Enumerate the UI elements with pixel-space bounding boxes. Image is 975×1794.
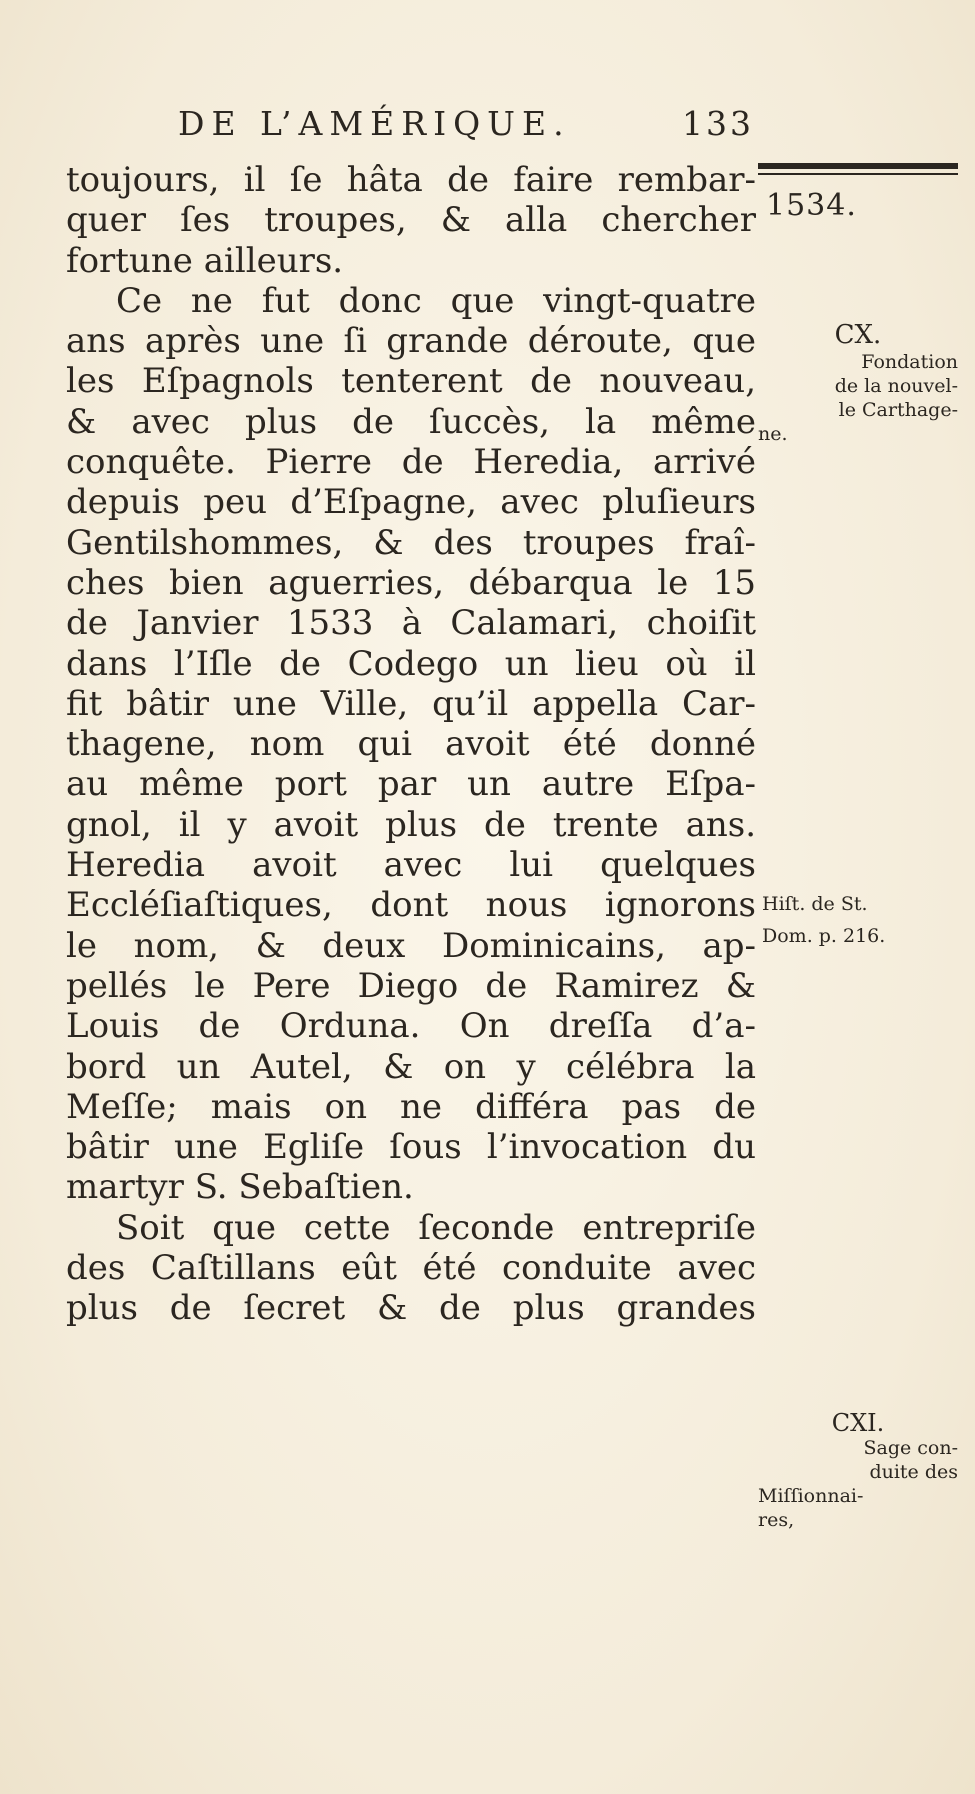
running-head [178, 104, 778, 143]
text-line: conquête. Pierre de Heredia, arrivé [66, 442, 756, 483]
margin-note-line: duite des [869, 1461, 958, 1483]
text-line: dans l’Iſle de Codego un lieu où il [66, 643, 756, 684]
text-line: plus de ſecret & de plus grandes [66, 1288, 756, 1329]
text-line: fit bâtir une Ville, qu’il appella Car- [66, 683, 756, 724]
text-line: thagene, nom qui avoit été donné [66, 724, 756, 765]
margin-note-number: CXI. [831, 1409, 885, 1437]
text-line: Eccléſiaſtiques, dont nous ignorons [66, 885, 756, 926]
running-head-title: DE L’AMÉRIQUE. [178, 104, 571, 143]
margin-note-line: Fondation [861, 351, 958, 373]
text-line: Gentilshommes, & des troupes fraî- [66, 522, 756, 563]
text-line: ches bien aguerries, débarqua le 15 [66, 562, 756, 603]
margin-note-number: CX. [834, 320, 882, 350]
text-line: Meſſe; mais on ne différa pas de [66, 1086, 756, 1127]
ornamental-rule [758, 163, 958, 177]
margin-note-cx [758, 320, 958, 446]
text-line: gnol, il y avoit plus de trente ans. [66, 804, 756, 845]
text-line: des Caſtillans eût été conduite avec [66, 1248, 756, 1289]
text-line: pellés le Pere Diego de Ramirez & [66, 965, 756, 1006]
margin-note-cxi [758, 1410, 958, 1532]
text-line: de Janvier 1533 à Calamari, choiſit [66, 603, 756, 644]
text-line: Louis de Orduna. On dreſſa d’a- [66, 1006, 756, 1047]
text-line: le nom, & deux Dominicains, ap- [66, 925, 756, 966]
text-line: au même port par un autre Eſpa- [66, 764, 756, 805]
body-text [66, 160, 756, 1329]
text-line: fortune ailleurs. [66, 240, 344, 281]
text-line: bord un Autel, & on y célébra la [66, 1046, 756, 1087]
text-line: martyr S. Sebaſtien. [66, 1167, 414, 1208]
text-line: quer ſes troupes, & alla chercher [66, 200, 756, 241]
margin-note-line: res, [758, 1509, 795, 1531]
text-line: ans après une ſi grande déroute, que [66, 321, 756, 362]
text-line: Soit que cette ſeconde entrepriſe [116, 1207, 756, 1248]
text-line: Heredia avoit avec lui quelques [66, 845, 756, 886]
margin-source-reference [762, 888, 885, 952]
text-line: toujours, il ſe hâta de faire rembar- [66, 160, 756, 200]
margin-note-line: de la nouvel- [834, 375, 958, 397]
margin-note-line: ne. [758, 423, 788, 445]
text-line: les Eſpagnols tenterent de nouveau, [66, 361, 756, 402]
text-line: depuis peu d’Eſpagne, avec pluſieurs [66, 482, 756, 523]
text-line: & avec plus de ſuccès, la même [66, 401, 756, 442]
margin-source-line: Dom. p. 216. [762, 925, 886, 947]
margin-note-line: Sage con- [863, 1437, 958, 1459]
margin-note-line: le Carthage- [838, 399, 958, 421]
page-number: 133 [682, 104, 754, 143]
margin-note-line: Miſſionnai- [758, 1485, 864, 1507]
text-line: bâtir une Egliſe ſous l’invocation du [66, 1127, 756, 1168]
margin-year: 1534. [766, 188, 857, 223]
margin-source-line: Hiſt. de St. [762, 893, 868, 915]
text-line: Ce ne fut donc que vingt-quatre [116, 280, 756, 321]
